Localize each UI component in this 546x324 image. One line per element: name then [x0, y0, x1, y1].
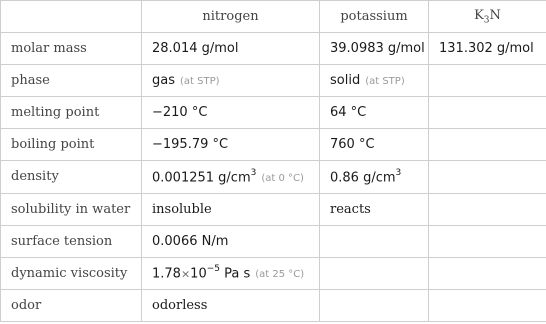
density-potassium-exponent: 3 — [395, 167, 402, 178]
surface-tension-compound — [429, 225, 546, 257]
melting-point-nitrogen: −210 °C — [142, 97, 320, 129]
density-compound — [429, 161, 546, 193]
phase-nitrogen: gas — [152, 73, 175, 89]
dynamic-viscosity-potassium — [320, 257, 429, 289]
table-row — [1, 65, 546, 97]
table-row — [1, 193, 546, 225]
dynamic-viscosity-nitrogen-cell — [142, 257, 320, 289]
row-label-molar-mass: molar mass — [1, 33, 142, 65]
molar-mass-potassium: 39.0983 g/mol — [320, 33, 429, 65]
boiling-point-nitrogen: −195.79 °C — [142, 129, 320, 161]
odor-compound — [429, 289, 546, 321]
viscosity-unit: Pa s — [220, 266, 251, 282]
header-corner — [1, 1, 142, 33]
header-potassium: potassium — [320, 1, 429, 33]
density-nitrogen-cell — [142, 161, 320, 193]
viscosity-mantissa: 1.78 — [152, 266, 181, 282]
viscosity-note: (at 25 °C) — [255, 269, 305, 281]
table-row — [1, 289, 546, 321]
viscosity-times: × — [180, 267, 191, 281]
table-row — [1, 257, 546, 289]
density-potassium-cell — [320, 161, 429, 193]
melting-point-compound — [429, 97, 546, 129]
compound-subscript: 3 — [483, 15, 490, 26]
row-label-boiling-point: boiling point — [1, 129, 142, 161]
odor-potassium — [320, 289, 429, 321]
solubility-potassium: reacts — [320, 193, 429, 225]
viscosity-base: 10 — [190, 266, 207, 282]
row-label-phase: phase — [1, 65, 142, 97]
table-row — [1, 129, 546, 161]
header-row — [1, 1, 546, 33]
row-label-dynamic-viscosity: dynamic viscosity — [1, 257, 142, 289]
row-label-density: density — [1, 161, 142, 193]
phase-potassium: solid — [330, 73, 361, 89]
surface-tension-potassium — [320, 225, 429, 257]
surface-tension-nitrogen: 0.0066 N/m — [142, 225, 320, 257]
row-label-melting-point: melting point — [1, 97, 142, 129]
solubility-compound — [429, 193, 546, 225]
phase-compound — [429, 65, 546, 97]
row-label-solubility: solubility in water — [1, 193, 142, 225]
density-nitrogen-exponent: 3 — [250, 167, 257, 178]
phase-potassium-note: (at STP) — [365, 76, 405, 88]
header-nitrogen: nitrogen — [142, 1, 320, 33]
phase-nitrogen-note: (at STP) — [180, 76, 220, 88]
row-label-surface-tension: surface tension — [1, 225, 142, 257]
solubility-nitrogen: insoluble — [142, 193, 320, 225]
molar-mass-nitrogen: 28.014 g/mol — [142, 33, 320, 65]
compound-symbol-tail: N — [489, 7, 501, 23]
compound-symbol: K — [474, 7, 484, 23]
dynamic-viscosity-compound — [429, 257, 546, 289]
viscosity-exponent: −5 — [206, 264, 220, 275]
density-nitrogen-note: (at 0 °C) — [261, 173, 304, 185]
density-potassium: 0.86 g/cm — [330, 170, 396, 186]
phase-nitrogen-cell — [142, 65, 320, 97]
table-row — [1, 33, 546, 65]
odor-nitrogen: odorless — [142, 289, 320, 321]
density-nitrogen: 0.001251 g/cm — [152, 170, 251, 186]
header-compound — [429, 1, 546, 33]
boiling-point-potassium: 760 °C — [320, 129, 429, 161]
table-row — [1, 161, 546, 193]
table-row — [1, 97, 546, 129]
phase-potassium-cell — [320, 65, 429, 97]
molar-mass-compound: 131.302 g/mol — [429, 33, 546, 65]
row-label-odor: odor — [1, 289, 142, 321]
table-row — [1, 225, 546, 257]
melting-point-potassium: 64 °C — [320, 97, 429, 129]
boiling-point-compound — [429, 129, 546, 161]
